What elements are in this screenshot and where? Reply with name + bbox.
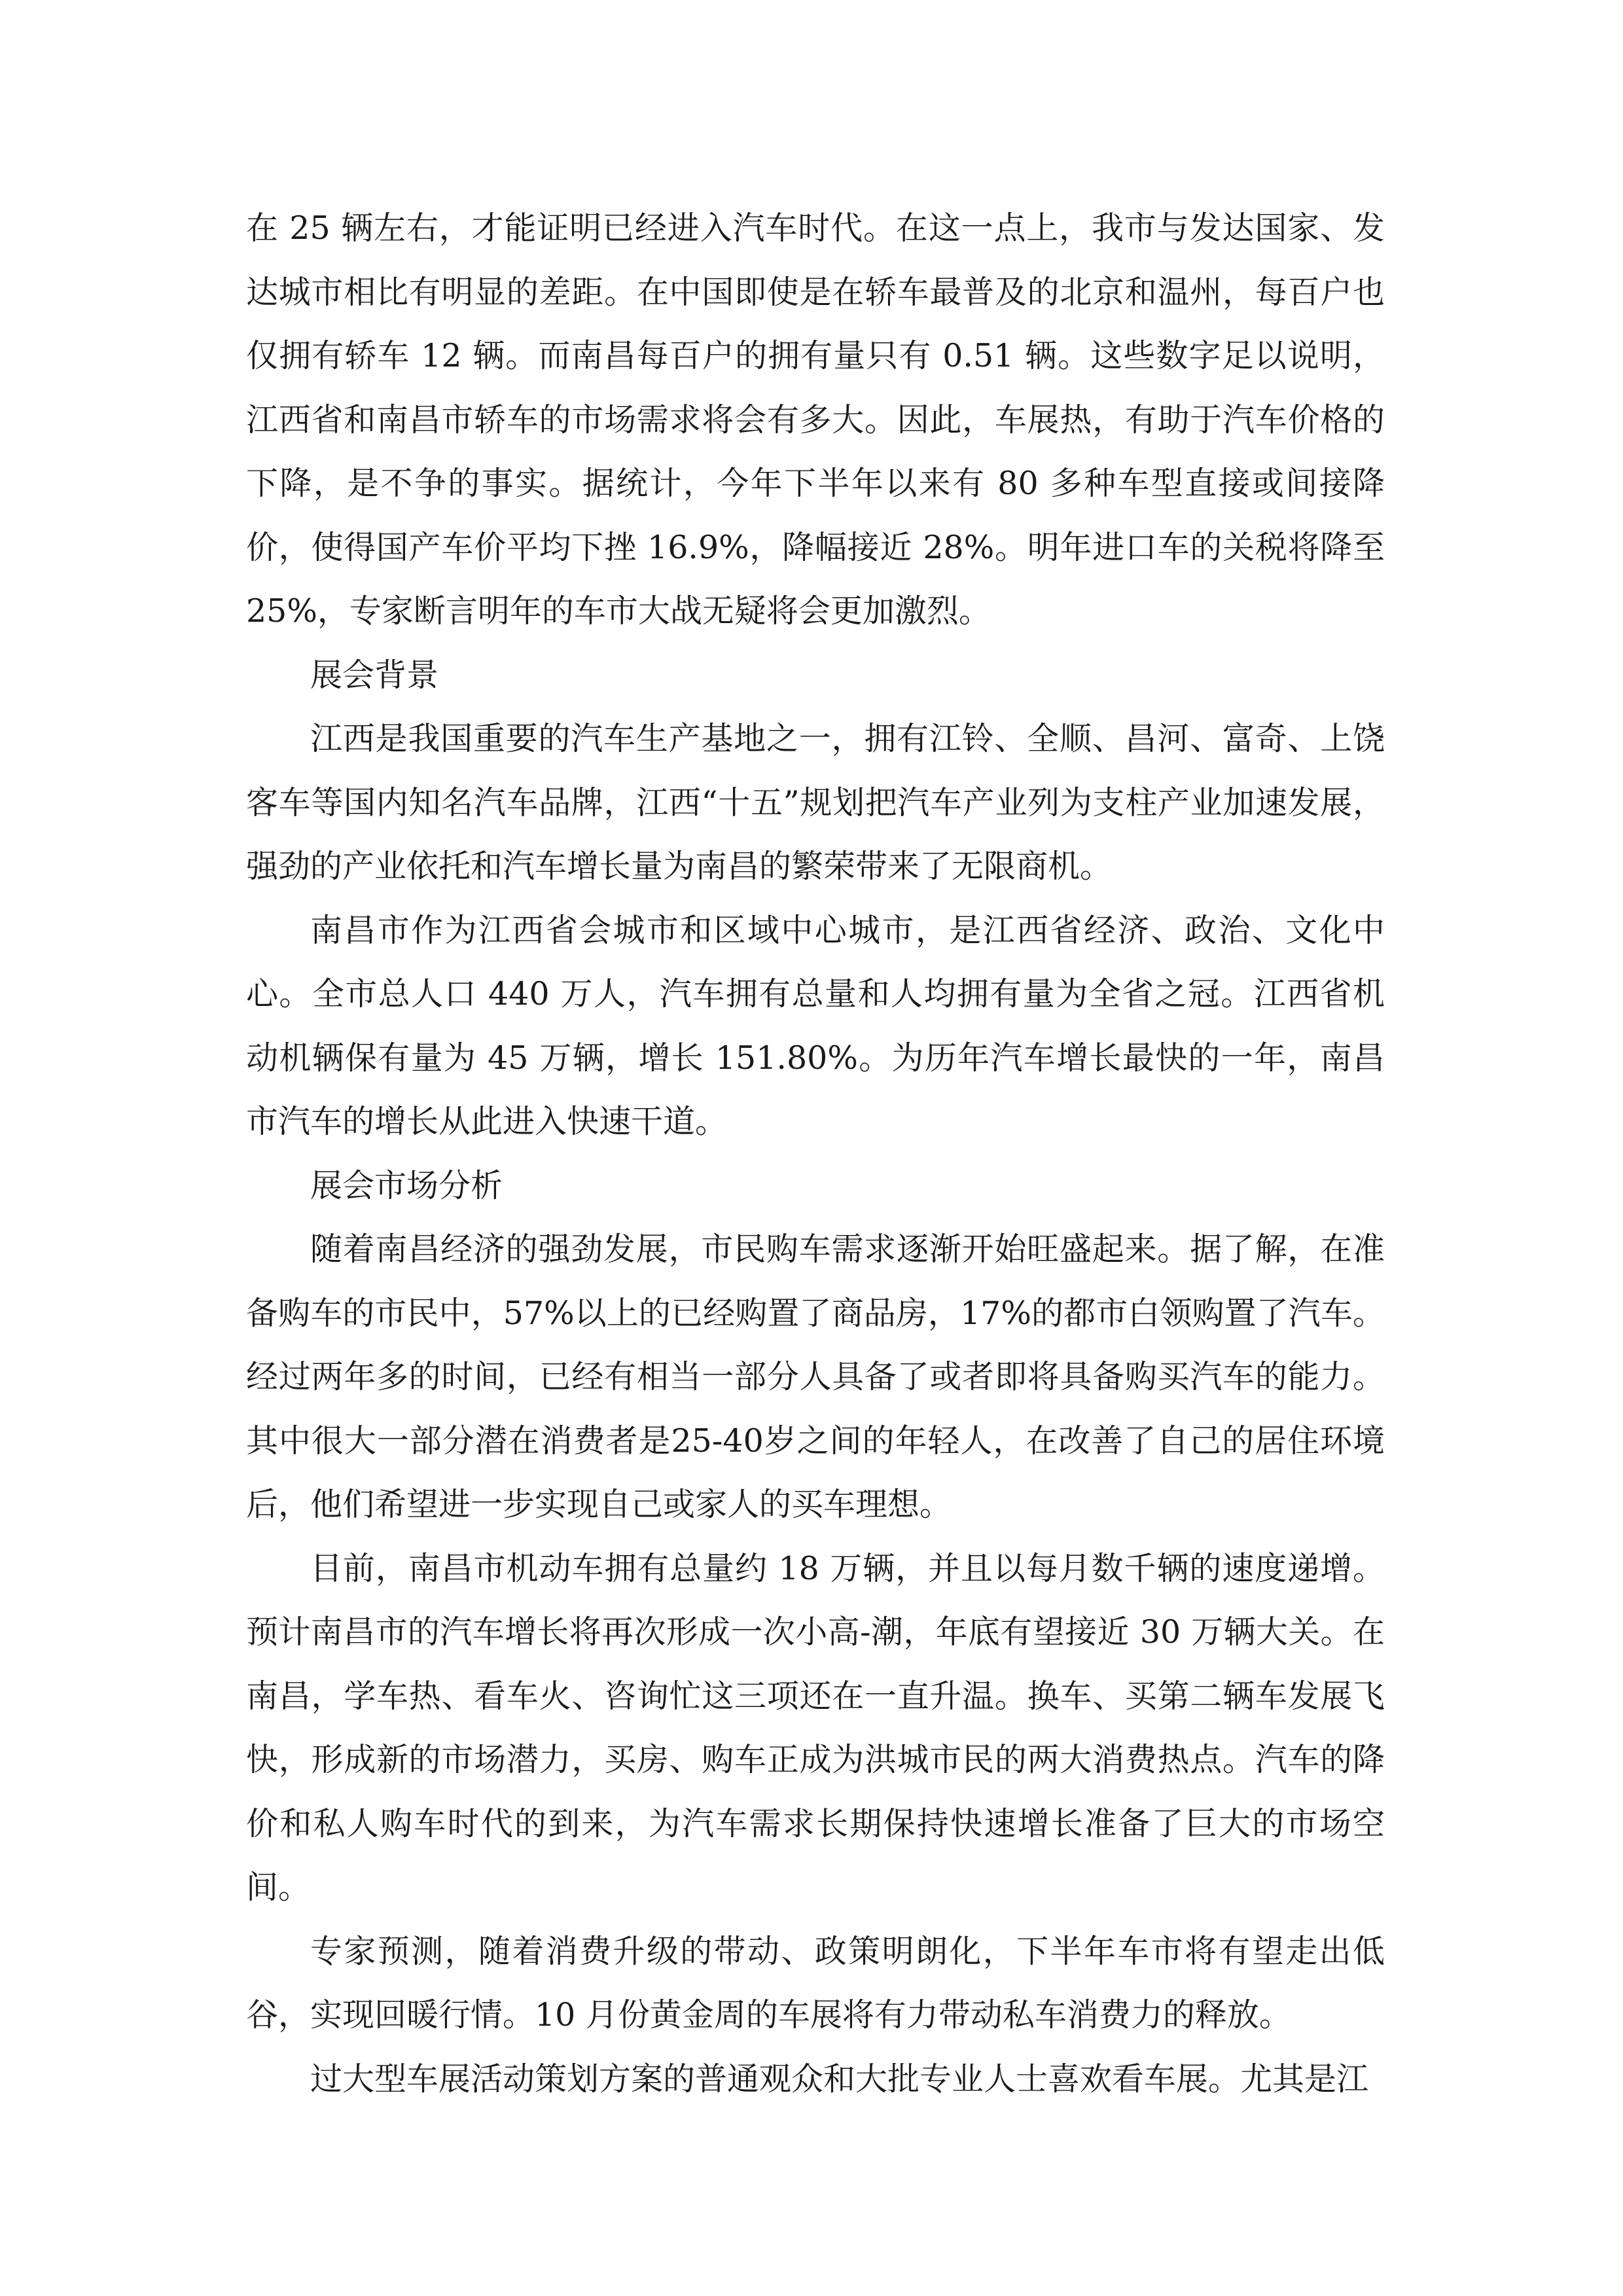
paragraph-audience: 过大型车展活动策划方案的普通观众和大批专业人士喜欢看车展。尤其是江 [310, 2060, 1369, 2098]
section-heading-background: 展会背景 [310, 656, 439, 694]
paragraph-vehicle-growth: 目前，南昌市机动车拥有总量约 18 万辆，并且以每月数千辆的速度递增。预计南昌市的汽车增长将再次形成一次小高-潮，年底有望接近 30 万辆大关。在南昌，学车热、看车火、咨询忙这三项还在一直升温。换车、买第二辆车发展飞快，形成新的市场潜力，买房、购车正成为洪城市民的两大消费热点。汽车的降价和私人购车时代的到来，为汽车需求长期保持快速增长准备了巨大的市场空间。 [246, 1549, 1385, 1906]
paragraph-consumer-demand: 随着南昌经济的强劲发展，市民购车需求逐渐开始旺盛起来。据了解，在准备购车的市民中，57%以上的已经购置了商品房，17%的都市白领购置了汽车。经过两年多的时间，已经有相当一部分人具备了或者即将具备购买汽车的能力。其中很大一部分潜在消费者是25-40岁之间的年轻人，在改善了自己的居住环境后，他们希望进一步实现自己或家人的买车理想。 [246, 1230, 1385, 1523]
section-heading-market-analysis: 展会市场分析 [310, 1166, 503, 1204]
paragraph-jiangxi-industry: 江西是我国重要的汽车生产基地之一，拥有江铃、全顺、昌河、富奇、上饶客车等国内知名汽车品牌，江西“十五”规划把汽车产业列为支柱产业加速发展，强劲的产业依托和汽车增长量为南昌的繁荣带来了无限商机。 [246, 720, 1385, 885]
paragraph-continuation: 在 25 辆左右，才能证明已经进入汽车时代。在这一点上，我市与发达国家、发达城市相比有明显的差距。在中国即使是在轿车最普及的北京和温州，每百户也仅拥有轿车 12 辆。而南昌每百户的拥有量只有 0.51 辆。这些数字足以说明，江西省和南昌市轿车的市场需求将会有多大。因此，车展热，有助于汽车价格的下降，是不争的事实。据统计，今年下半年以来有 80 多种车型直接或间接降价，使得国产车价平均下挫 16.9%，降幅接近 28%。明年进口车的关税将降至 25%，专家断言明年的车市大战无疑将会更加激烈。 [246, 209, 1385, 630]
paragraph-expert-forecast: 专家预测，随着消费升级的带动、政策明朗化，下半年车市将有望走出低谷，实现回暖行情。10 月份黄金周的车展将有力带动私车消费力的释放。 [246, 1932, 1385, 2034]
paragraph-nanchang-city: 南昌市作为江西省会城市和区域中心城市，是江西省经济、政治、文化中心。全市总人口 440 万人，汽车拥有总量和人均拥有量为全省之冠。江西省机动机辆保有量为 45 万辆，增长 151.80%。为历年汽车增长最快的一年，南昌市汽车的增长从此进入快速干道。 [246, 911, 1385, 1140]
document-body [246, 196, 1385, 2111]
